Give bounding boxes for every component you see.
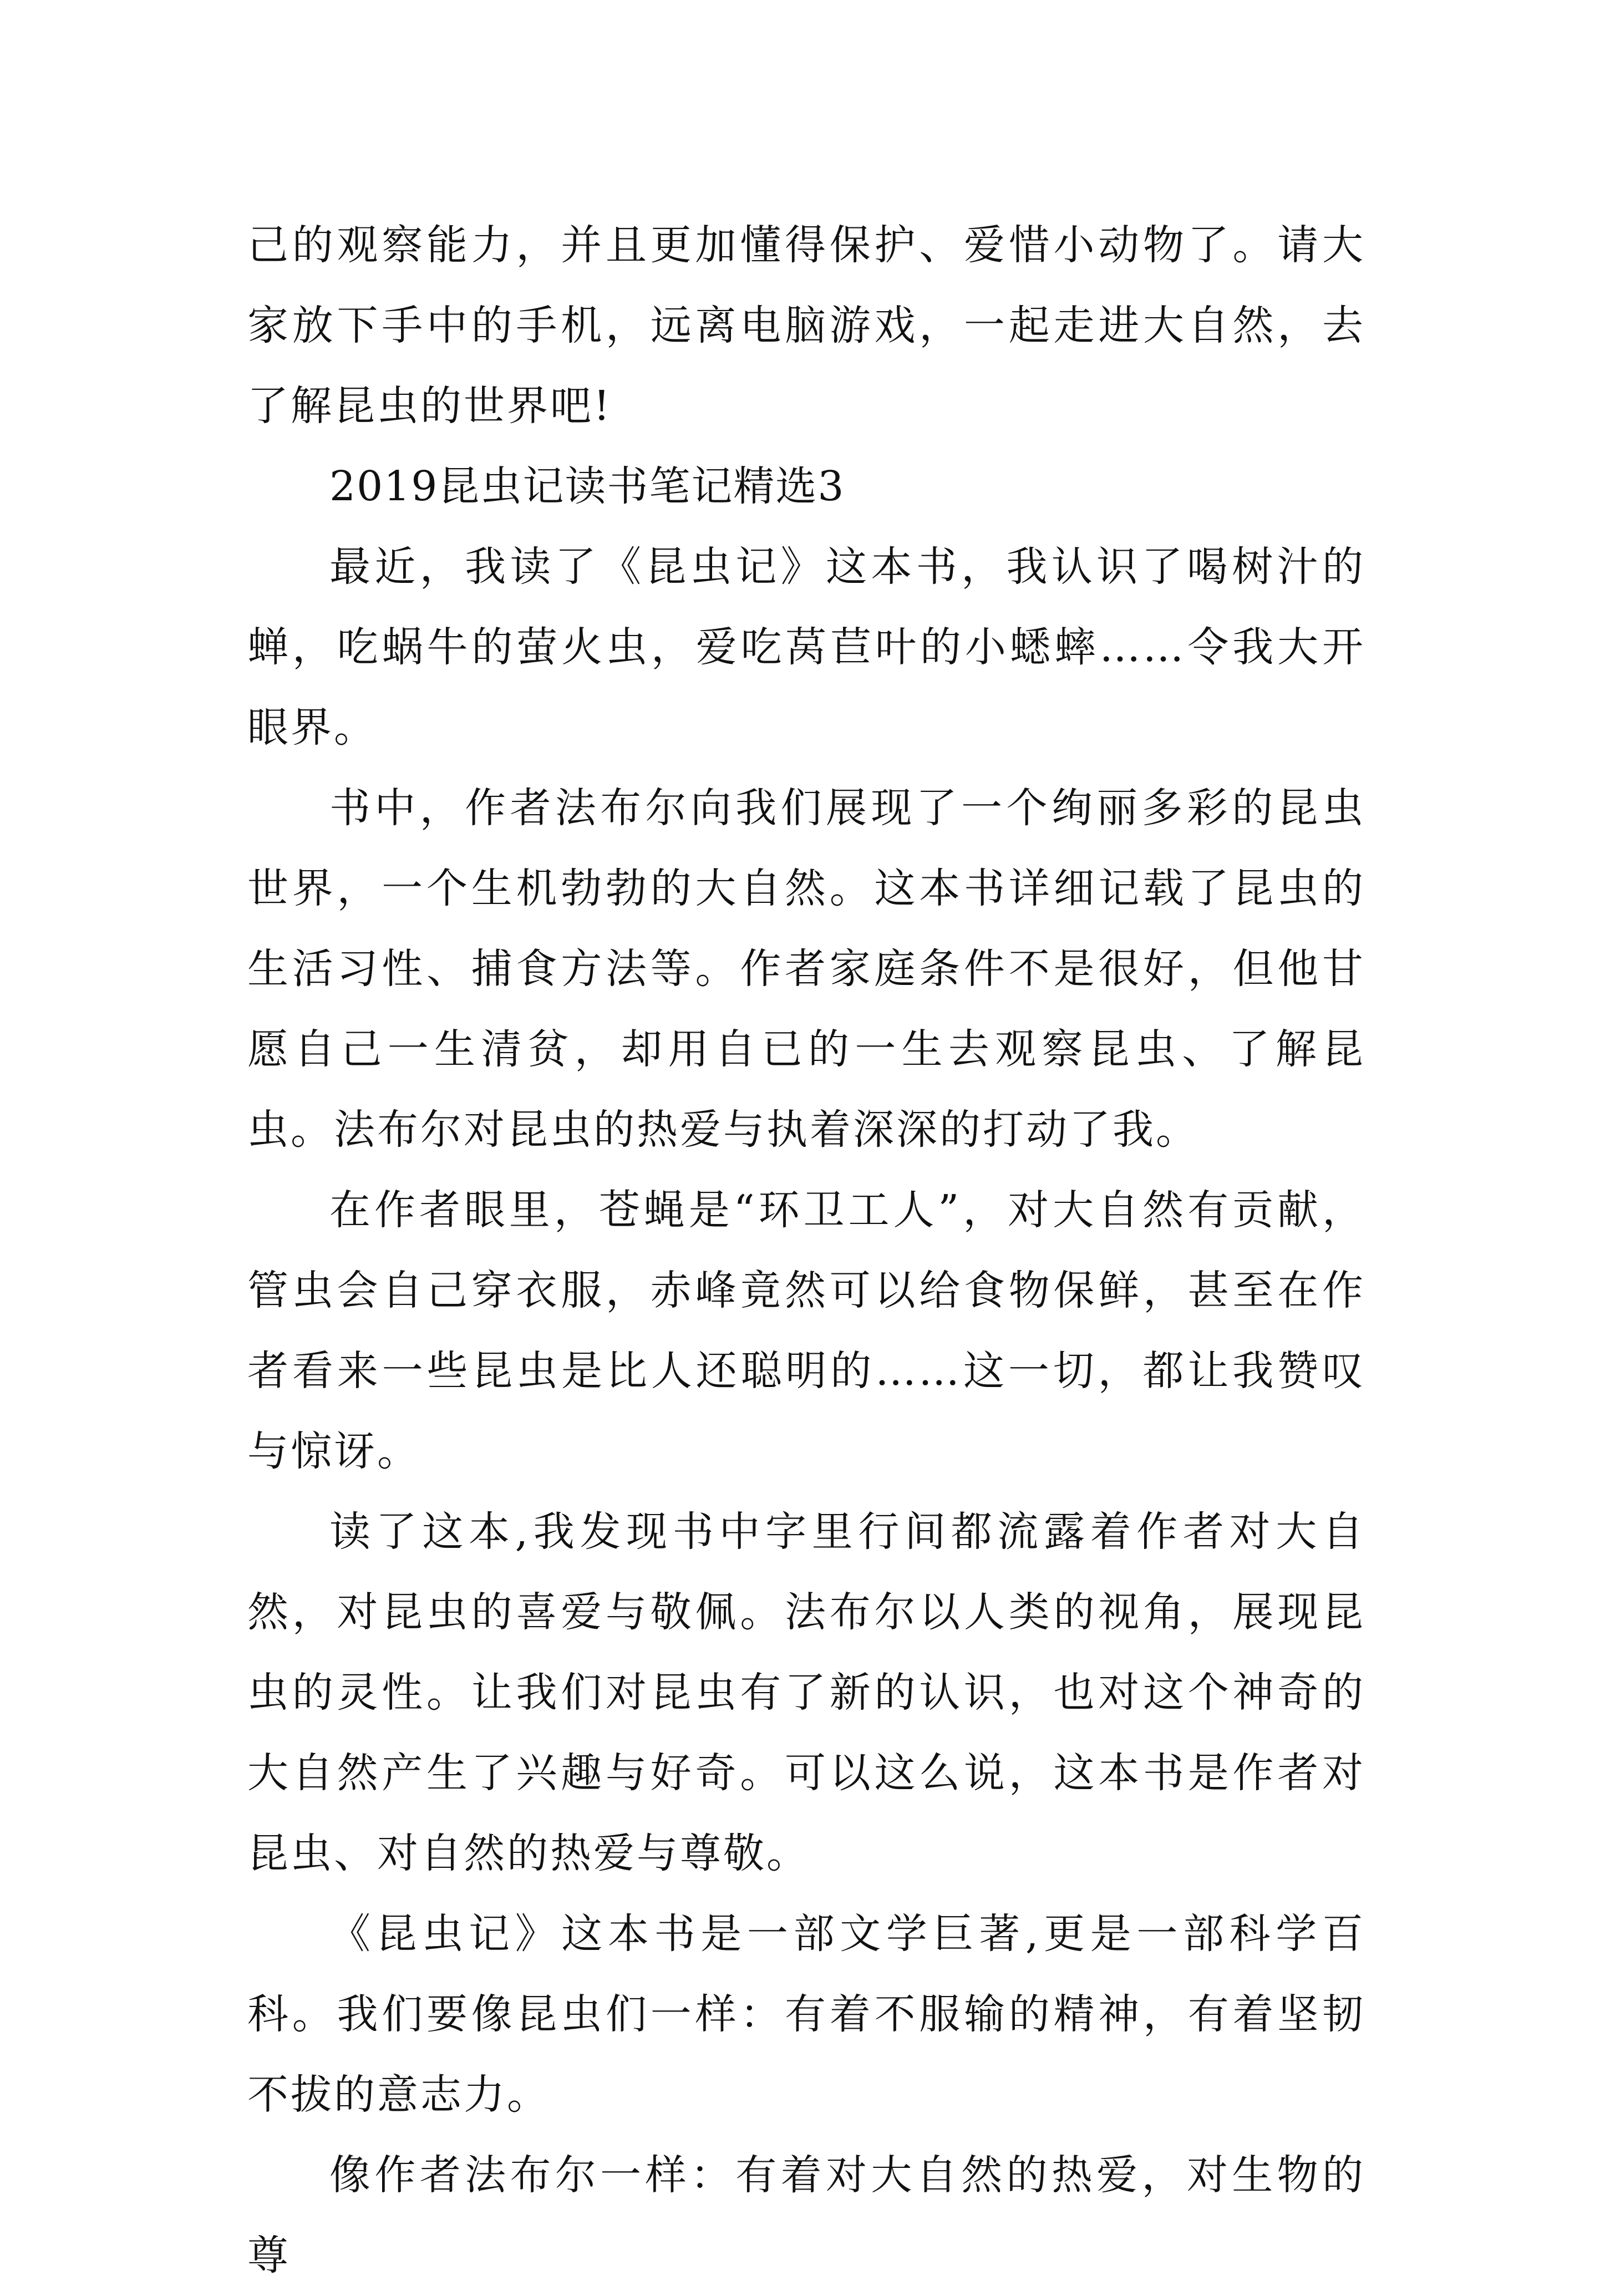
document-body (247, 205, 1365, 2296)
paragraph: 读了这本,我发现书中字里行间都流露着作者对大自然，对昆虫的喜爱与敬佩。法布尔以人类的视角，展现昆虫的灵性。让我们对昆虫有了新的认识，也对这个神奇的大自然产生了兴趣与好奇。可以这么说，这本书是作者对昆虫、对自然的热爱与尊敬。 (247, 1508, 1365, 1877)
paragraph: 最近，我读了《昆虫记》这本书，我认识了喝树汁的蝉，吃蜗牛的萤火虫，爱吃莴苣叶的小蟋蟀……令我大开眼界。 (247, 543, 1365, 751)
paragraph-continued: 己的观察能力，并且更加懂得保护、爱惜小动物了。请大家放下手中的手机，远离电脑游戏，一起走进大自然，去了解昆虫的世界吧! (247, 221, 1365, 430)
paragraph: 在作者眼里，苍蝇是“环卫工人”，对大自然有贡献，管虫会自己穿衣服，赤峰竟然可以给食物保鲜，甚至在作者看来一些昆虫是比人还聪明的……这一切，都让我赞叹与惊讶。 (247, 1186, 1365, 1475)
section-heading: 2019昆虫记读书笔记精选3 (329, 463, 845, 510)
paragraph: 书中，作者法布尔向我们展现了一个绚丽多彩的昆虫世界，一个生机勃勃的大自然。这本书详细记载了昆虫的生活习性、捕食方法等。作者家庭条件不是很好，但他甘愿自己一生清贫，却用自已的一生去观察昆虫、了解昆虫。法布尔对昆虫的热爱与执着深深的打动了我。 (247, 784, 1365, 1154)
paragraph-truncated: 像作者法布尔一样：有着对大自然的热爱，对生物的尊 (247, 2151, 1365, 2279)
paragraph: 《昆虫记》这本书是一部文学巨著,更是一部科学百科。我们要像昆虫们一样：有着不服输的精神，有着坚韧不拔的意志力。 (247, 1910, 1365, 2119)
